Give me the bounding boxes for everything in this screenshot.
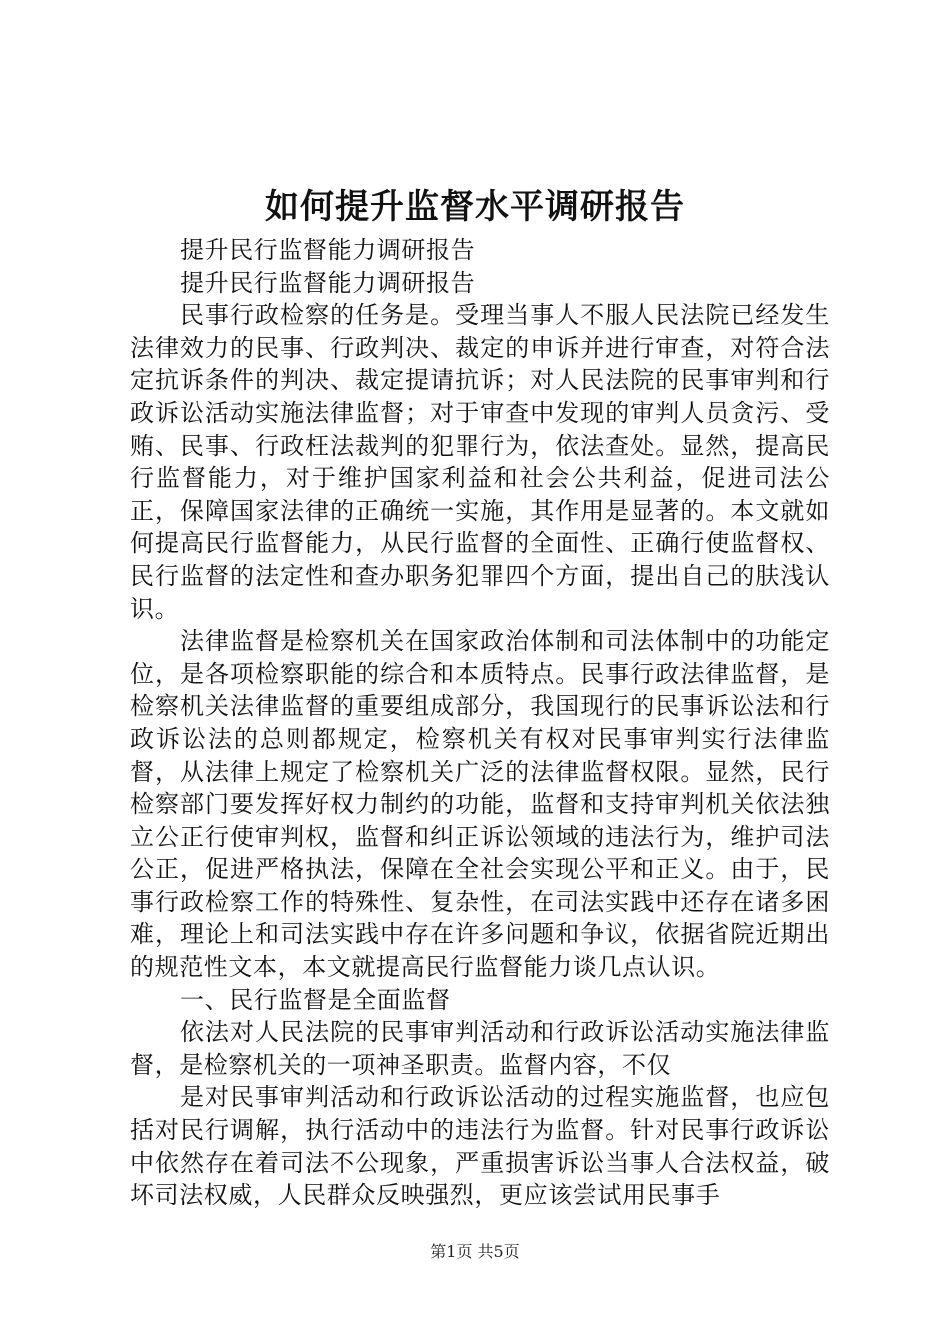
document-body xyxy=(130,234,830,1212)
document-title: 如何提升监督水平调研报告 xyxy=(265,187,685,227)
body-paragraph: 依法对人民法院的民事审判活动和行政诉讼活动实施法律监督，是检察机关的一项神圣职责。监督内容，不仅 xyxy=(130,1018,830,1079)
section-heading: 一、民行监督是全面监督 xyxy=(180,985,451,1014)
body-paragraph: 民事行政检察的任务是。受理当事人不服人民法院已经发生法律效力的民事、行政判决、裁定的申诉并进行审查，对符合法定抗诉条件的判决、裁定提请抗诉；对人民法院的民事审判和行政诉讼活动实施法律监督；对于审查中发现的审判人员贪污、受贿、民事、行政枉法裁判的犯罪行为，依法查处。显然，提高民行监督能力，对于维护国家利益和社会公共利益，促进司法公正，保障国家法律的正确统一实施，其作用是显著的。本文就如何提高民行监督能力，从民行监督的全面性、正确行使监督权、民行监督的法定性和查办职务犯罪四个方面，提出自己的肤浅认识。 xyxy=(130,301,830,623)
page-number-footer: 第1页 共5页 xyxy=(430,1242,520,1261)
body-paragraph: 法律监督是检察机关在国家政治体制和司法体制中的功能定位，是各项检察职能的综合和本质特点。民事行政法律监督，是检察机关法律监督的重要组成部分，我国现行的民事诉讼法和行政诉讼法的总则都规定，检察机关有权对民事审判实行法律监督，从法律上规定了检察机关广泛的法律监督权限。显然，民行检察部门要发挥好权力制约的功能，监督和支持审判机关依法独立公正行使审判权，监督和纠正诉讼领域的违法行为，维护司法公正，促进严格执法，保障在全社会实现公平和正义。由于，民事行政检察工作的特殊性、复杂性，在司法实践中还存在诸多困难，理论上和司法实践中存在许多问题和争议，依据省院近期出的规范性文本，本文就提高民行监督能力谈几点认识。 xyxy=(130,627,830,982)
subtitle-line: 提升民行监督能力调研报告 xyxy=(180,268,476,297)
body-paragraph: 是对民事审判活动和行政诉讼活动的过程实施监督，也应包括对民行调解，执行活动中的违法行为监督。针对民事行政诉讼中依然存在着司法不公现象，严重损害诉讼当事人合法权益，破坏司法权威，人民群众反映强烈，更应该尝试用民事手 xyxy=(130,1083,830,1210)
subtitle-line: 提升民行监督能力调研报告 xyxy=(180,236,476,264)
